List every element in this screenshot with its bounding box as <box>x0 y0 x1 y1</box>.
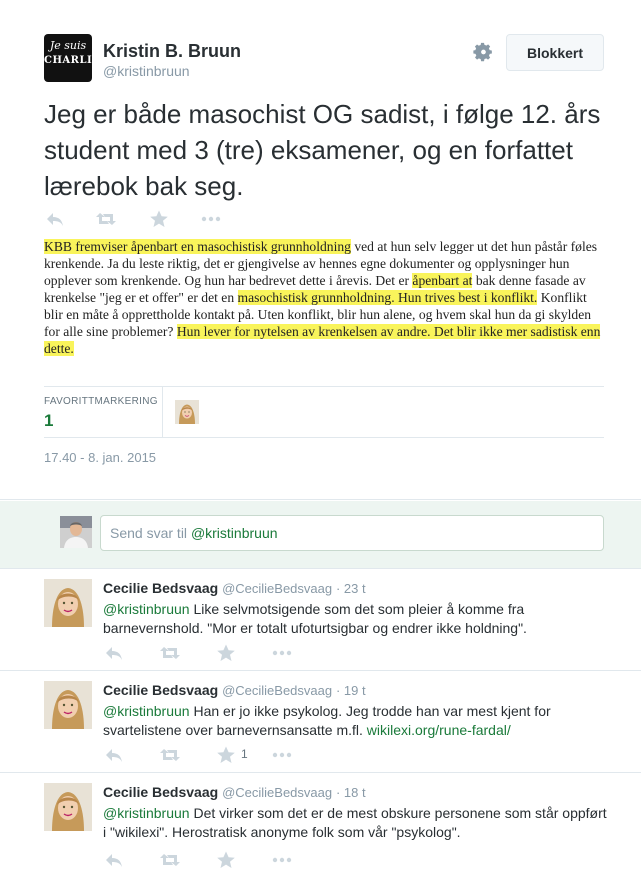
reply-body: Det virker som det er de mest obskure personene som står oppført i "wikilexi". Herostratisk anonyme folk som vår "psykolog". <box>103 805 607 840</box>
reply-author-name[interactable]: Cecilie Bedsvaag <box>103 682 219 698</box>
reply-time[interactable]: · 19 t <box>335 683 366 698</box>
reply-box <box>0 501 641 569</box>
reply-mention[interactable]: @kristinbruun <box>103 703 190 719</box>
reply-avatar[interactable] <box>44 681 92 729</box>
author-name[interactable]: Kristin B. Bruun <box>103 41 241 61</box>
reply-input-prefix: Send svar til <box>110 525 191 541</box>
reply-link[interactable]: wikilexi.org/rune-fardal/ <box>366 722 511 738</box>
retweet-icon[interactable] <box>159 745 181 765</box>
retweet-icon[interactable] <box>95 209 117 229</box>
reply-author-name[interactable]: Cecilie Bedsvaag <box>103 784 219 800</box>
reply-body: Han er jo ikke psykolog. Jeg trodde han var mest kjent for svartelistene over barnevernsansatte m.fl. <box>103 703 551 738</box>
tweet-actions <box>44 209 244 229</box>
reply-icon[interactable] <box>44 209 66 229</box>
favorites-label[interactable]: FAVORITTMARKERING <box>44 396 158 407</box>
reply-icon[interactable] <box>103 850 125 870</box>
reply-time[interactable]: · 23 t <box>335 581 366 596</box>
favoriter-avatar[interactable] <box>175 400 199 424</box>
reply-avatar[interactable] <box>44 579 92 627</box>
reply-icon[interactable] <box>103 745 125 765</box>
avatar-logo-line2: CHARLIE <box>44 55 101 66</box>
highlight-3: masochistisk grunnholdning. Hun trives best i konflikt. <box>237 290 538 305</box>
reply-actions <box>103 745 303 765</box>
highlight-4: Hun lever for nytelsen av krenkelsen av andre. Det blir ikke mer sadistisk enn dette. <box>44 324 601 356</box>
avatar-logo-line1: Je suis <box>49 39 87 52</box>
text-1: ved at hun selv legger ut det hun påstår føles krenkende. Ja du leste riktig, det er gjengivelse av hennes egne dokumenter og opplysninger hun opplever som krenkende. Og hun har bedrevet dette i årevis. Det er <box>44 239 598 288</box>
reply-mention[interactable]: @kristinbruun <box>103 601 190 617</box>
tweet-timestamp[interactable]: 17.40 - 8. jan. 2015 <box>44 450 157 465</box>
tweet-stats <box>44 386 604 438</box>
reply-mention[interactable]: @kristinbruun <box>103 805 190 821</box>
reply-body: Like selvmotsigende som det som pleier å komme fra barnevernshold. "Mor er totalt ufoturtsigbar og endrer ikke holdning". <box>103 601 527 636</box>
retweet-icon[interactable] <box>159 850 181 870</box>
reply-author-handle[interactable]: @CecilieBedsvaag <box>222 683 333 698</box>
reply-input-handle: @kristinbruun <box>190 525 278 541</box>
tweet-text: Jeg er både masochist OG sadist, i følge 12. års student med 3 (tre) eksamener, og en forfattet lærebok bak seg. <box>44 99 601 201</box>
more-icon[interactable] <box>271 850 293 870</box>
reply-tweet[interactable] <box>0 570 641 671</box>
reply-author-name[interactable]: Cecilie Bedsvaag <box>103 580 219 596</box>
text-3: Konflikt blir en måte å opprettholde kontakt på. Uten konflikt, blir hun alene, og hvem skal hun da gi skylden for alle sine problemer? <box>44 290 592 339</box>
reply-input[interactable] <box>100 515 604 551</box>
reply-text <box>103 804 613 842</box>
reply-icon[interactable] <box>103 643 125 663</box>
reply-text <box>103 600 613 638</box>
attached-image-text[interactable] <box>44 238 604 373</box>
favorite-icon[interactable] <box>215 643 237 663</box>
favorite-icon[interactable] <box>215 850 237 870</box>
stats-divider <box>162 387 163 437</box>
author-avatar[interactable] <box>44 34 101 82</box>
reply-header <box>103 580 366 596</box>
highlight-1: KBB fremviser åpenbart en masochistisk grunnholdning <box>44 239 351 254</box>
reply-tweet[interactable] <box>0 672 641 773</box>
favorite-count: 1 <box>241 747 248 761</box>
text-2: bak denne fasade av krenkelse "jeg er et offer" er det en <box>44 273 586 305</box>
reply-header <box>103 682 366 698</box>
reply-tweet[interactable] <box>0 774 641 879</box>
reply-actions <box>103 850 303 870</box>
blocked-button[interactable]: Blokkert <box>506 34 604 71</box>
reply-avatar[interactable] <box>44 783 92 831</box>
reply-author-handle[interactable]: @CecilieBedsvaag <box>222 785 333 800</box>
reply-text <box>103 702 613 740</box>
highlight-2: åpenbart at <box>412 273 473 288</box>
reply-time[interactable]: · 18 t <box>335 785 366 800</box>
more-icon[interactable] <box>271 643 293 663</box>
favorites-count[interactable]: 1 <box>44 411 54 430</box>
retweet-icon[interactable] <box>159 643 181 663</box>
favorite-icon[interactable] <box>148 209 170 229</box>
reply-header <box>103 784 366 800</box>
author-handle[interactable]: @kristinbruun <box>103 63 190 79</box>
more-icon[interactable] <box>271 745 293 765</box>
favorite-icon[interactable] <box>215 745 237 765</box>
reply-actions <box>103 643 303 663</box>
more-icon[interactable] <box>200 209 222 229</box>
viewer-avatar <box>60 516 92 548</box>
gear-icon[interactable] <box>472 41 494 63</box>
reply-author-handle[interactable]: @CecilieBedsvaag <box>222 581 333 596</box>
